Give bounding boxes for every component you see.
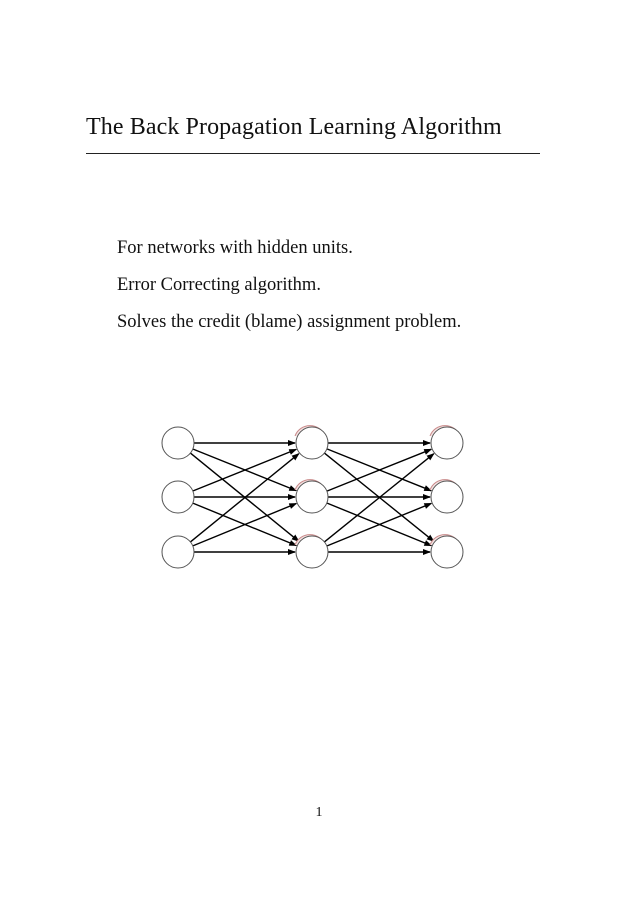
hidden-unit bbox=[296, 536, 328, 568]
page-number: 1 bbox=[315, 805, 323, 820]
input-unit bbox=[162, 427, 194, 459]
title-rule bbox=[86, 153, 540, 154]
hidden-unit bbox=[296, 481, 328, 513]
output-unit bbox=[431, 481, 463, 513]
slide-title: The Back Propagation Learning Algorithm bbox=[86, 114, 502, 140]
output-unit bbox=[431, 427, 463, 459]
hidden-unit bbox=[296, 427, 328, 459]
output-unit bbox=[431, 536, 463, 568]
input-unit bbox=[162, 536, 194, 568]
network-diagram bbox=[150, 410, 480, 580]
bullet-item: Error Correcting algorithm. bbox=[117, 275, 321, 295]
bullet-item: Solves the credit (blame) assignment problem. bbox=[117, 312, 462, 332]
bullet-item: For networks with hidden units. bbox=[117, 238, 353, 258]
bullet-list bbox=[117, 236, 461, 347]
input-unit bbox=[162, 481, 194, 513]
